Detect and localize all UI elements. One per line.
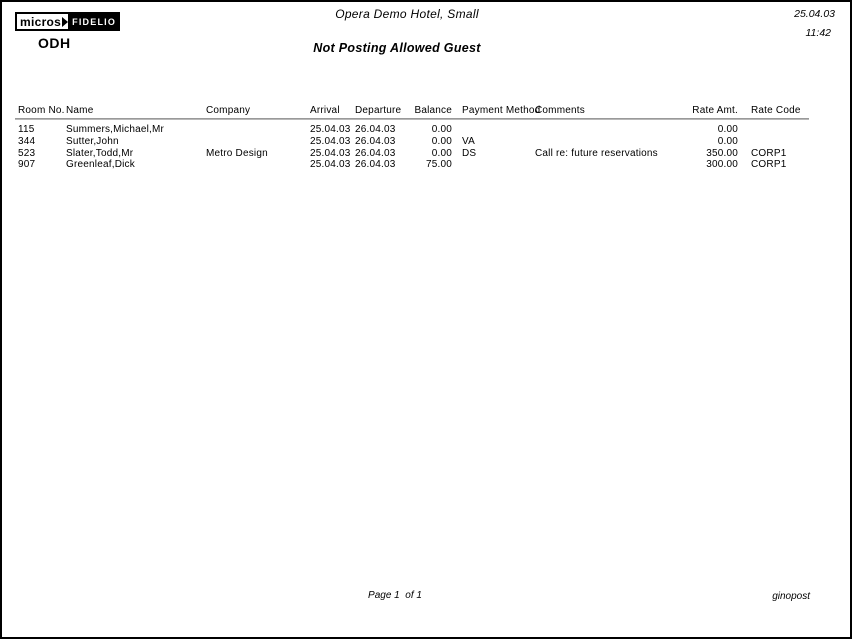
cell-name: Sutter,John [66,135,119,147]
cell-departure: 26.04.03 [355,159,396,171]
hotel-title: Opera Demo Hotel, Small [335,7,479,21]
cell-payment: VA [462,135,475,147]
cell-name: Greenleaf,Dick [66,159,135,171]
column-header-arrival: Arrival [310,105,340,116]
table-row [2,124,852,136]
table-header-row [2,105,852,118]
column-header-departure: Departure [355,105,402,116]
column-header-balance: Balance [414,105,452,116]
cell-departure: 26.04.03 [355,147,396,159]
property-code: ODH [38,35,71,51]
cell-arrival: 25.04.03 [310,124,351,135]
report-username: ginopost [772,591,810,602]
column-header-rate-amt: Rate Amt. [692,105,738,116]
cell-rate-amt: 350.00 [706,147,738,159]
cell-balance: 0.00 [431,135,452,147]
cell-room: 907 [18,159,36,171]
table-row [2,136,852,148]
column-header-comments: Comments [535,105,585,116]
column-header-rate-code: Rate Code [751,105,801,116]
cell-rate-amt: 0.00 [717,124,738,135]
cell-room: 115 [18,124,35,135]
column-header-company: Company [206,105,251,116]
cell-room: 523 [18,147,36,159]
cell-rate-amt: 0.00 [717,135,738,147]
cell-arrival: 25.04.03 [310,159,351,171]
cell-departure: 26.04.03 [355,135,396,147]
cell-company: Metro Design [206,147,268,159]
cell-departure: 26.04.03 [355,124,396,135]
micros-wordmark: micros [20,14,62,29]
cell-balance: 75.00 [425,159,452,171]
cell-payment: DS [462,147,477,159]
cell-rate-amt: 300.00 [706,159,738,171]
table-row [2,148,852,160]
cell-rate-code: CORP1 [751,159,787,171]
table-row [2,159,852,171]
cell-balance: 0.00 [431,124,452,135]
cell-rate-code: CORP1 [751,147,787,159]
report-title: Not Posting Allowed Guest [313,41,481,55]
table-body [2,124,852,171]
cell-name: Slater,Todd,Mr [66,147,134,159]
cell-balance: 0.00 [431,147,452,159]
cell-name: Summers,Michael,Mr [66,124,165,135]
header-underline [15,118,809,120]
page-number: Page 1 of 1 [368,590,422,601]
report-date: 25.04.03 [794,8,835,20]
cell-arrival: 25.04.03 [310,135,351,147]
column-header-payment: Payment Method [462,105,541,116]
cell-comments: Call re: future reservations [535,147,658,159]
report-time: 11:42 [805,27,831,39]
fidelio-wordmark: FIDELIO [68,12,120,31]
column-header-room: Room No. [18,105,65,116]
column-header-name: Name [66,105,94,116]
cell-room: 344 [18,135,36,147]
cell-arrival: 25.04.03 [310,147,351,159]
